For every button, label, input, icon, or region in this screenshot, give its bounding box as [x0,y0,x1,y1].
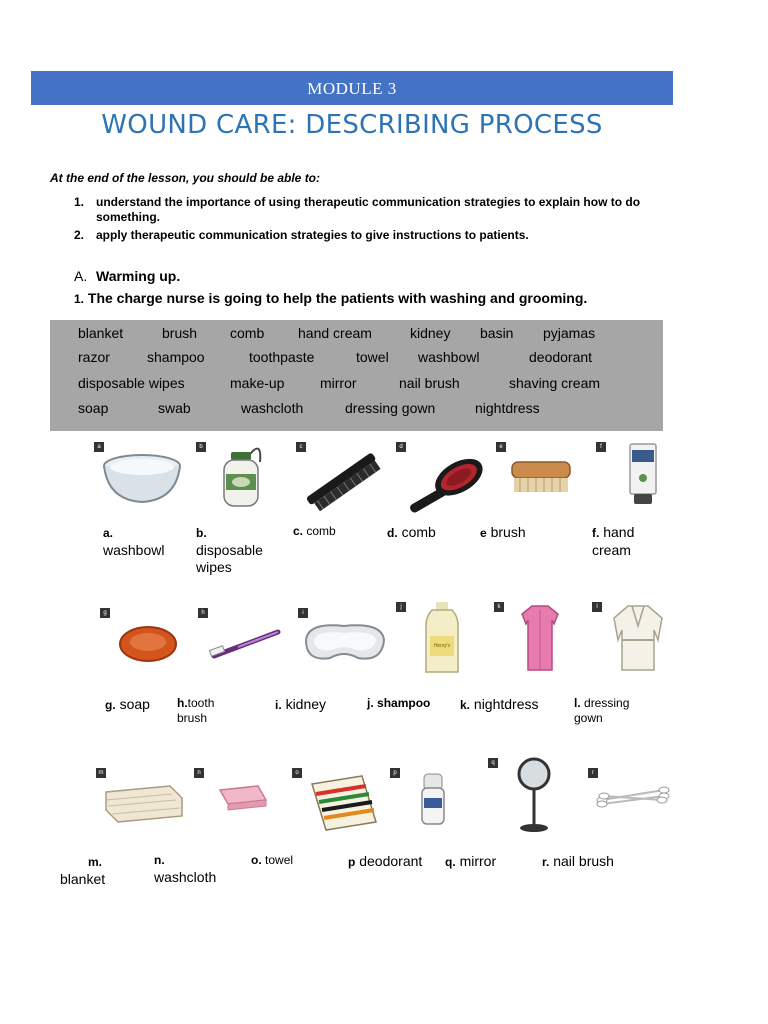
answer-b [196,524,263,576]
blanket-icon [96,766,188,846]
answer-letter: o. [251,853,262,867]
answer-n [154,851,216,886]
nail-brush-illustration [496,440,588,520]
picture-tag: c [296,442,306,452]
nail-brush-icon [496,440,588,520]
answer-text: washcloth [154,869,217,885]
answer-j [367,696,430,711]
comb-icon [296,440,388,520]
task-number: 1. [74,292,85,306]
hairbrush-icon [396,440,488,520]
answer-text: kidney [285,696,327,712]
dressing-gown-icon [592,600,684,680]
word-bank-word: kidney [410,325,451,341]
kidney-dish-illustration [298,606,390,686]
washbowl-illustration [94,440,186,520]
objective-number: 2. [74,228,85,242]
kidney-dish-icon [298,606,390,686]
picture-tag: i [298,608,308,618]
cotton-swabs-icon [588,766,680,846]
answer-letter: a. [103,526,114,540]
answer-text: comb [401,524,436,540]
word-bank-word: washcloth [241,400,304,416]
answer-letter: c. [293,524,304,538]
answer-text: blanket [60,871,106,887]
answer-text: washbowl [103,542,165,558]
word-bank-word: towel [356,349,389,365]
answer-text: brush [177,711,208,725]
answer-l [574,696,629,726]
dressing-gown-illustration [592,600,684,680]
objective-text: understand the importance of using therapeutic communication strategies to explain how to do something. [96,195,641,224]
picture-tag: q [488,758,498,768]
answer-g [105,696,150,714]
word-bank-word: shampoo [147,349,205,365]
word-bank-word: brush [162,325,198,341]
word-bank-word: soap [78,400,109,416]
mirror-illustration [488,756,580,836]
objectives-intro: At the end of the lesson, you should be able to: [50,171,321,185]
answer-c [293,524,336,539]
answer-text: nightdress [473,696,539,712]
word-bank-word: make-up [230,375,285,391]
picture-tag: g [100,608,110,618]
answer-letter: r. [542,855,550,869]
section-heading [74,268,180,284]
answer-text: tooth [187,696,215,710]
answer-letter: i. [275,698,282,712]
answer-text: cream [592,542,631,558]
picture-tag: n [194,768,204,778]
section-letter: A. [74,268,88,284]
word-bank [50,320,663,431]
answer-q [445,853,496,871]
hairbrush-illustration [396,440,488,520]
answer-letter: j. [367,696,374,710]
answer-text: disposable [196,542,263,558]
page-title: WOUND CARE: DESCRIBING PROCESS [101,110,603,140]
answer-a [103,524,164,559]
answer-h [177,696,214,726]
hand-cream-tube-icon [596,440,688,520]
answer-text: hand [603,524,635,540]
objective-number: 1. [74,195,85,209]
answer-letter: h. [177,696,188,710]
answer-text: shampoo [377,696,431,710]
answer-i [275,696,326,714]
answer-m [60,853,105,888]
shampoo-illustration [396,600,488,680]
picture-tag: l [592,602,602,612]
answer-text: brush [490,524,526,540]
answer-letter: l. [574,696,581,710]
objective-item-2 [74,228,529,242]
word-bank-word: hand cream [298,325,372,341]
washcloth-icon [194,766,286,846]
nightdress-illustration [494,600,586,680]
word-bank-word: razor [78,349,110,365]
answer-letter: p [348,855,356,869]
blanket-illustration [96,766,188,846]
task-instruction [74,290,587,306]
word-bank-word: mirror [320,375,357,391]
word-bank-word: shaving cream [509,375,601,391]
picture-tag: f [596,442,606,452]
soap-illustration [100,606,192,686]
washbowl-icon [94,440,186,520]
answer-letter: g. [105,698,116,712]
deodorant-illustration [390,766,482,846]
objective-text: apply therapeutic communication strategies to give instructions to patients. [96,228,529,242]
answer-e [480,524,526,542]
swab-illustration [588,766,680,846]
picture-tag: r [588,768,598,778]
answer-text: wipes [196,559,232,575]
module-banner [31,71,673,105]
answer-o [251,853,293,868]
answer-letter: b. [196,526,207,540]
section-title: Warming up. [96,268,181,284]
answer-letter: q. [445,855,456,869]
washcloth-illustration [194,766,286,846]
answer-d [387,524,436,542]
answer-letter: e [480,526,487,540]
word-bank-word: nail brush [399,375,460,391]
answer-text: mirror [459,853,497,869]
mirror-icon [488,756,580,836]
shampoo-bottle-icon [396,600,488,680]
picture-tag: k [494,602,504,612]
picture-tag: h [198,608,208,618]
towel-illustration [292,766,384,846]
bottle-label-text: Henry's [433,643,451,649]
answer-text: comb [306,524,336,538]
picture-tag: b [196,442,206,452]
disposable-wipes-illustration [196,440,288,520]
answer-text: nail brush [553,853,614,869]
answer-letter: d. [387,526,398,540]
word-bank-word: toothpaste [249,349,315,365]
deodorant-icon [390,766,482,846]
picture-tag: d [396,442,406,452]
word-bank-word: disposable wipes [78,375,185,391]
picture-tag: j [396,602,406,612]
answer-f [592,524,634,559]
answer-k [460,696,539,714]
answer-text: soap [119,696,150,712]
answer-letter: f. [592,526,600,540]
comb-illustration [296,440,388,520]
answer-text: towel [265,853,294,867]
word-bank-word: swab [158,400,191,416]
word-bank-word: washbowl [418,349,480,365]
picture-tag: o [292,768,302,778]
answer-text: gown [574,711,603,725]
picture-tag: a [94,442,104,452]
word-bank-word: dressing gown [345,400,436,416]
toothbrush-illustration [198,606,290,686]
answer-r [542,853,614,871]
answer-p [348,853,422,871]
module-label: MODULE 3 [307,79,397,98]
word-bank-word: blanket [78,325,124,341]
word-bank-word: deodorant [529,349,593,365]
towel-icon [292,766,384,846]
picture-tag: m [96,768,106,778]
word-bank-word: pyjamas [543,325,596,341]
word-bank-word: comb [230,325,265,341]
hand-cream-illustration [596,440,688,520]
word-bank-word: basin [480,325,514,341]
picture-tag: e [496,442,506,452]
objective-item-1 [74,195,641,224]
soap-icon [100,606,192,686]
picture-tag: p [390,768,400,778]
answer-letter: n. [154,853,165,867]
answer-letter: k. [460,698,471,712]
answer-text: deodorant [359,853,423,869]
toothbrush-icon [198,606,290,686]
answer-letter: m. [88,855,103,869]
nightdress-icon [494,600,586,680]
wipes-canister-icon [196,440,288,520]
task-text: The charge nurse is going to help the patients with washing and grooming. [87,290,588,306]
answer-text: dressing [584,696,630,710]
word-bank-word: nightdress [475,400,540,416]
